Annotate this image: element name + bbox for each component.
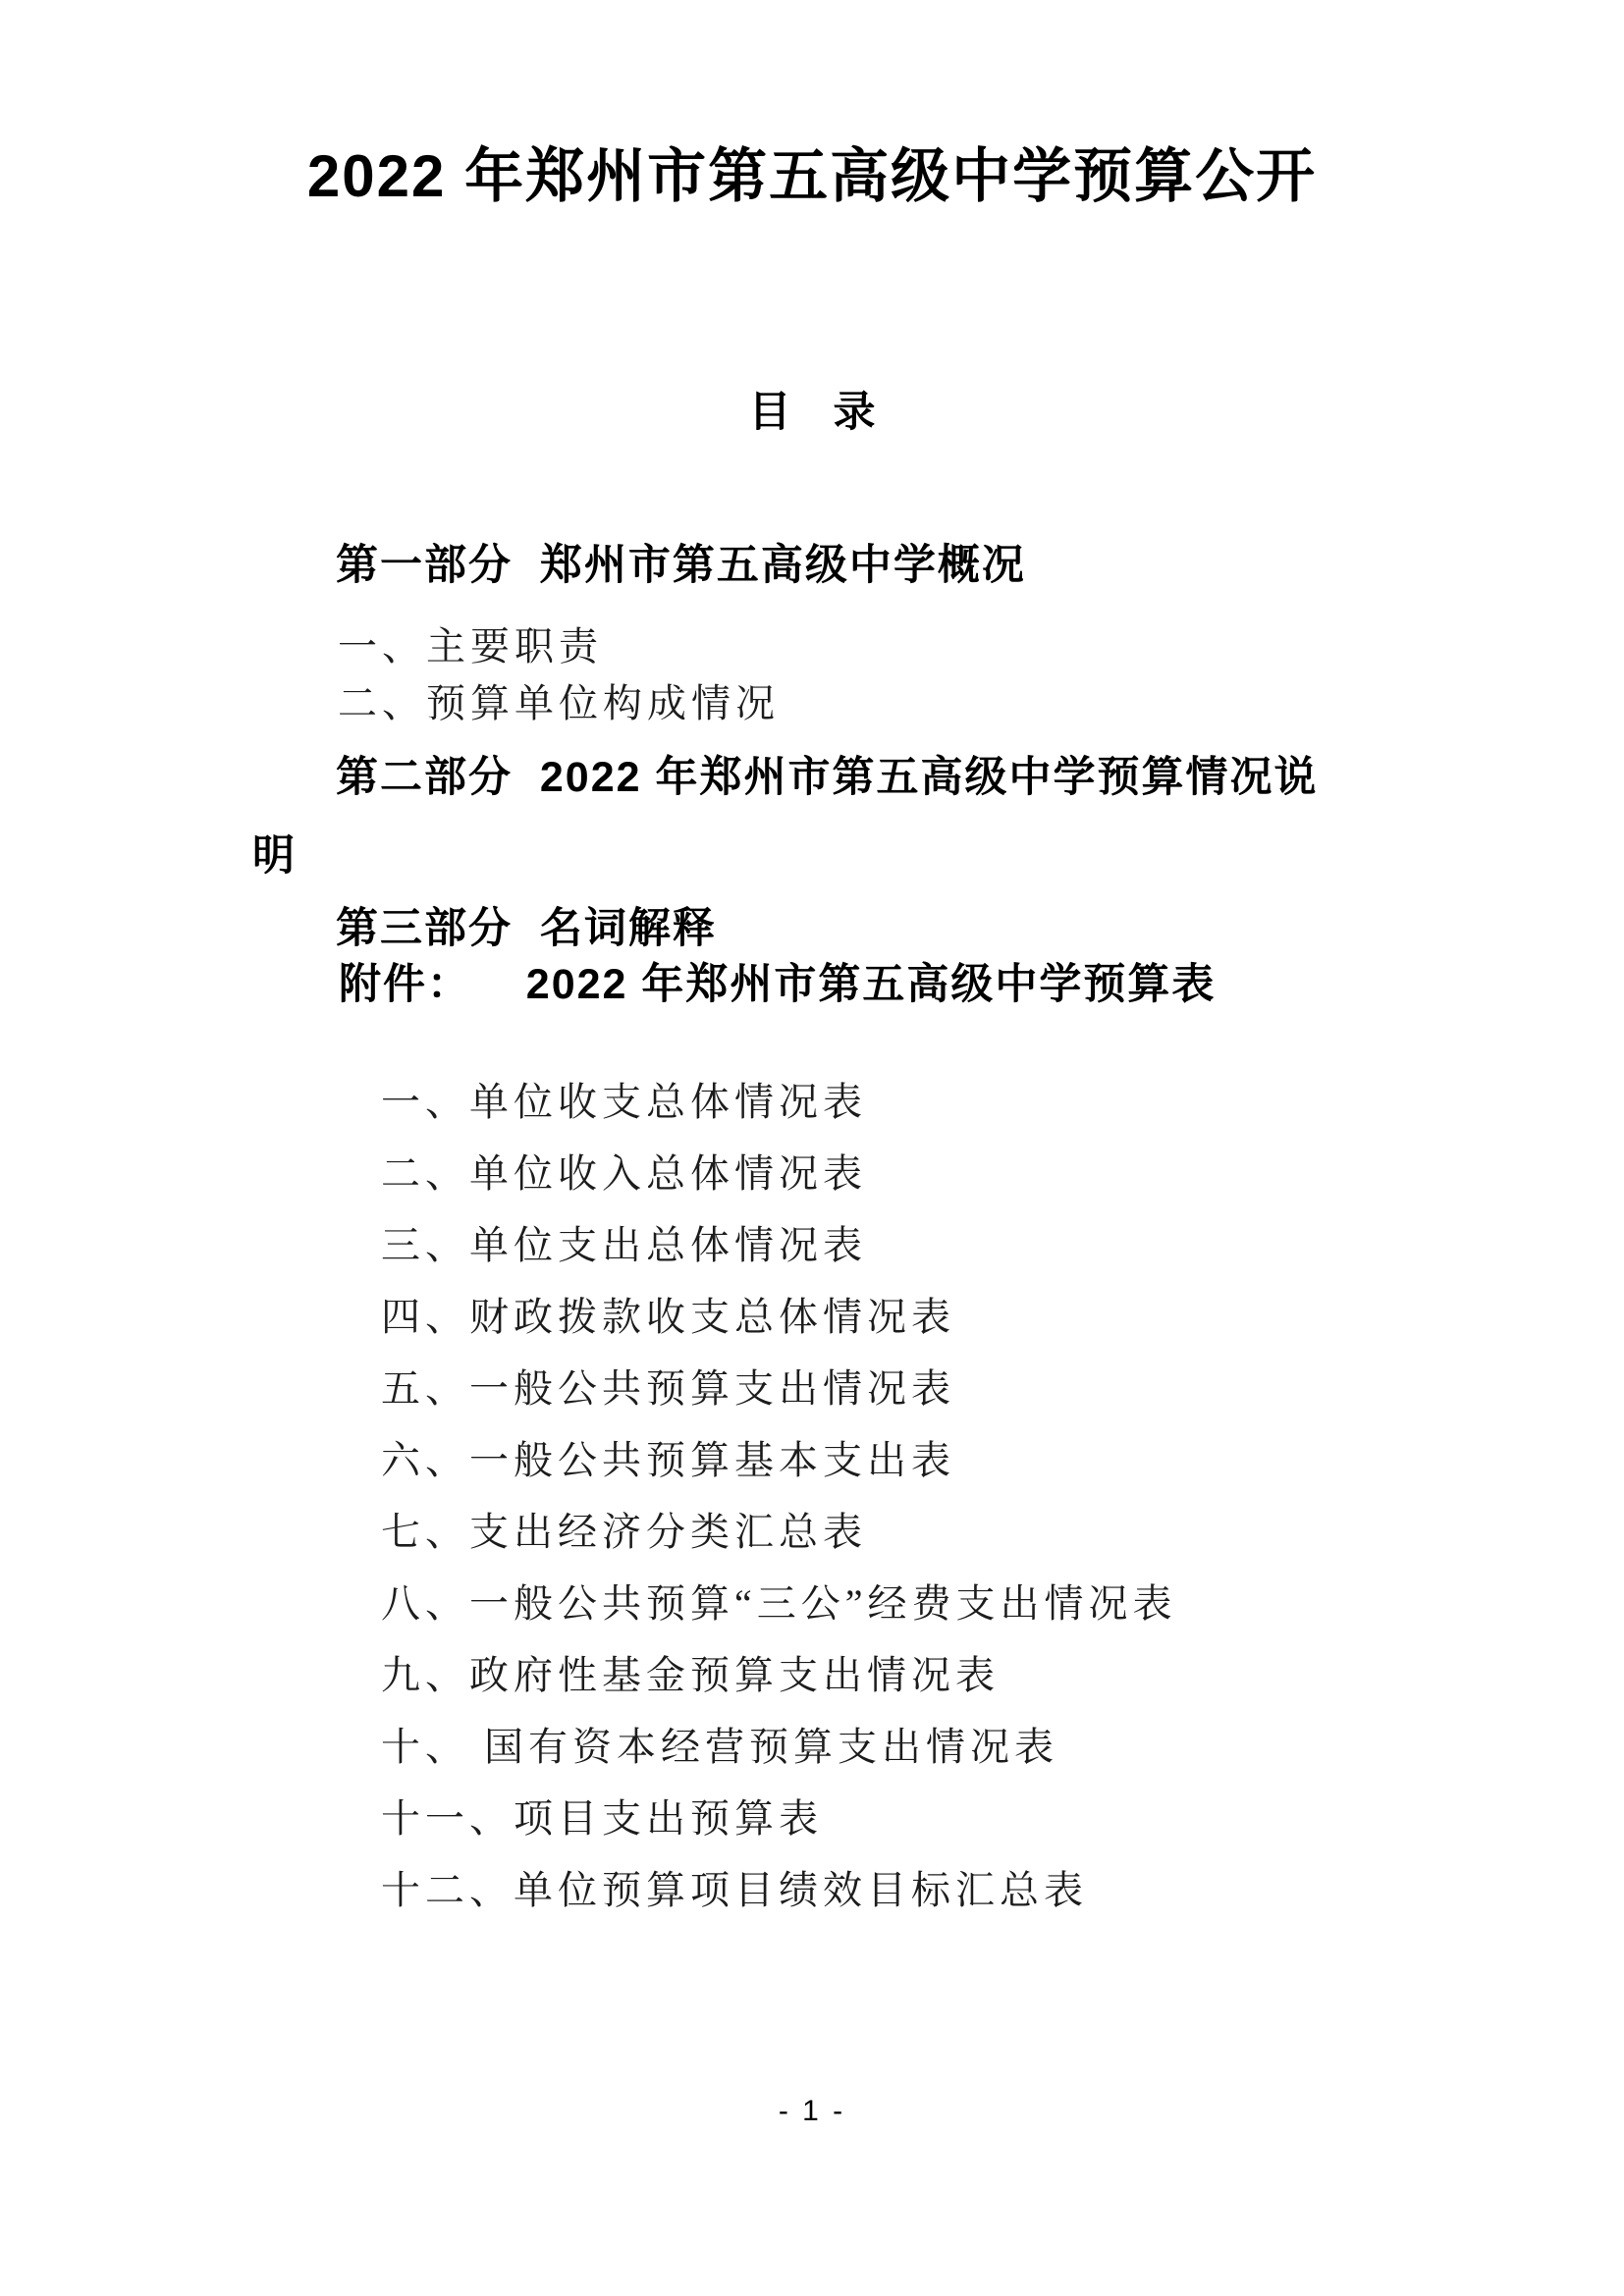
attachment-item-7: 七、支出经济分类汇总表 bbox=[381, 1510, 867, 1554]
page-number: - 1 - bbox=[778, 2095, 846, 2127]
attachment-list bbox=[381, 1066, 1441, 1926]
attachment-item-10: 十、 国有资本经营预算支出情况表 bbox=[381, 1725, 1058, 1769]
attachment-item-3: 三、单位支出总体情况表 bbox=[381, 1223, 867, 1267]
attachment-item-1: 一、单位收支总体情况表 bbox=[381, 1080, 867, 1124]
toc-part-2: 第二部分 2022 年郑州市第五高级中学预算情况说 bbox=[336, 754, 1319, 801]
attachment-item-8: 八、一般公共预算“三公”经费支出情况表 bbox=[381, 1581, 1177, 1626]
attachment-item-12: 十二、单位预算项目绩效目标汇总表 bbox=[381, 1868, 1088, 1912]
toc-part-1-item-2: 二、预算单位构成情况 bbox=[338, 681, 780, 725]
toc-part-2-wrap: 明 bbox=[252, 832, 297, 880]
toc-heading: 目 录 bbox=[748, 389, 876, 436]
toc-attachment-heading: 附件： 2022 年郑州市第五高级中学预算表 bbox=[339, 961, 1217, 1008]
attachment-item-6: 六、一般公共预算基本支出表 bbox=[381, 1438, 955, 1482]
attachment-item-4: 四、财政拨款收支总体情况表 bbox=[381, 1295, 955, 1339]
attachment-item-5: 五、一般公共预算支出情况表 bbox=[381, 1366, 955, 1411]
document-title: 2022 年郑州市第五高级中学预算公开 bbox=[306, 143, 1318, 209]
attachment-item-11: 十一、项目支出预算表 bbox=[381, 1796, 823, 1841]
attachment-item-2: 二、单位收入总体情况表 bbox=[381, 1151, 867, 1196]
toc-part-3: 第三部分 名词解释 bbox=[336, 905, 717, 952]
attachment-item-9: 九、政府性基金预算支出情况表 bbox=[381, 1653, 1000, 1697]
toc-part-1: 第一部分 郑州市第五高级中学概况 bbox=[336, 542, 1026, 589]
toc-part-1-item-1: 一、主要职责 bbox=[338, 624, 603, 668]
